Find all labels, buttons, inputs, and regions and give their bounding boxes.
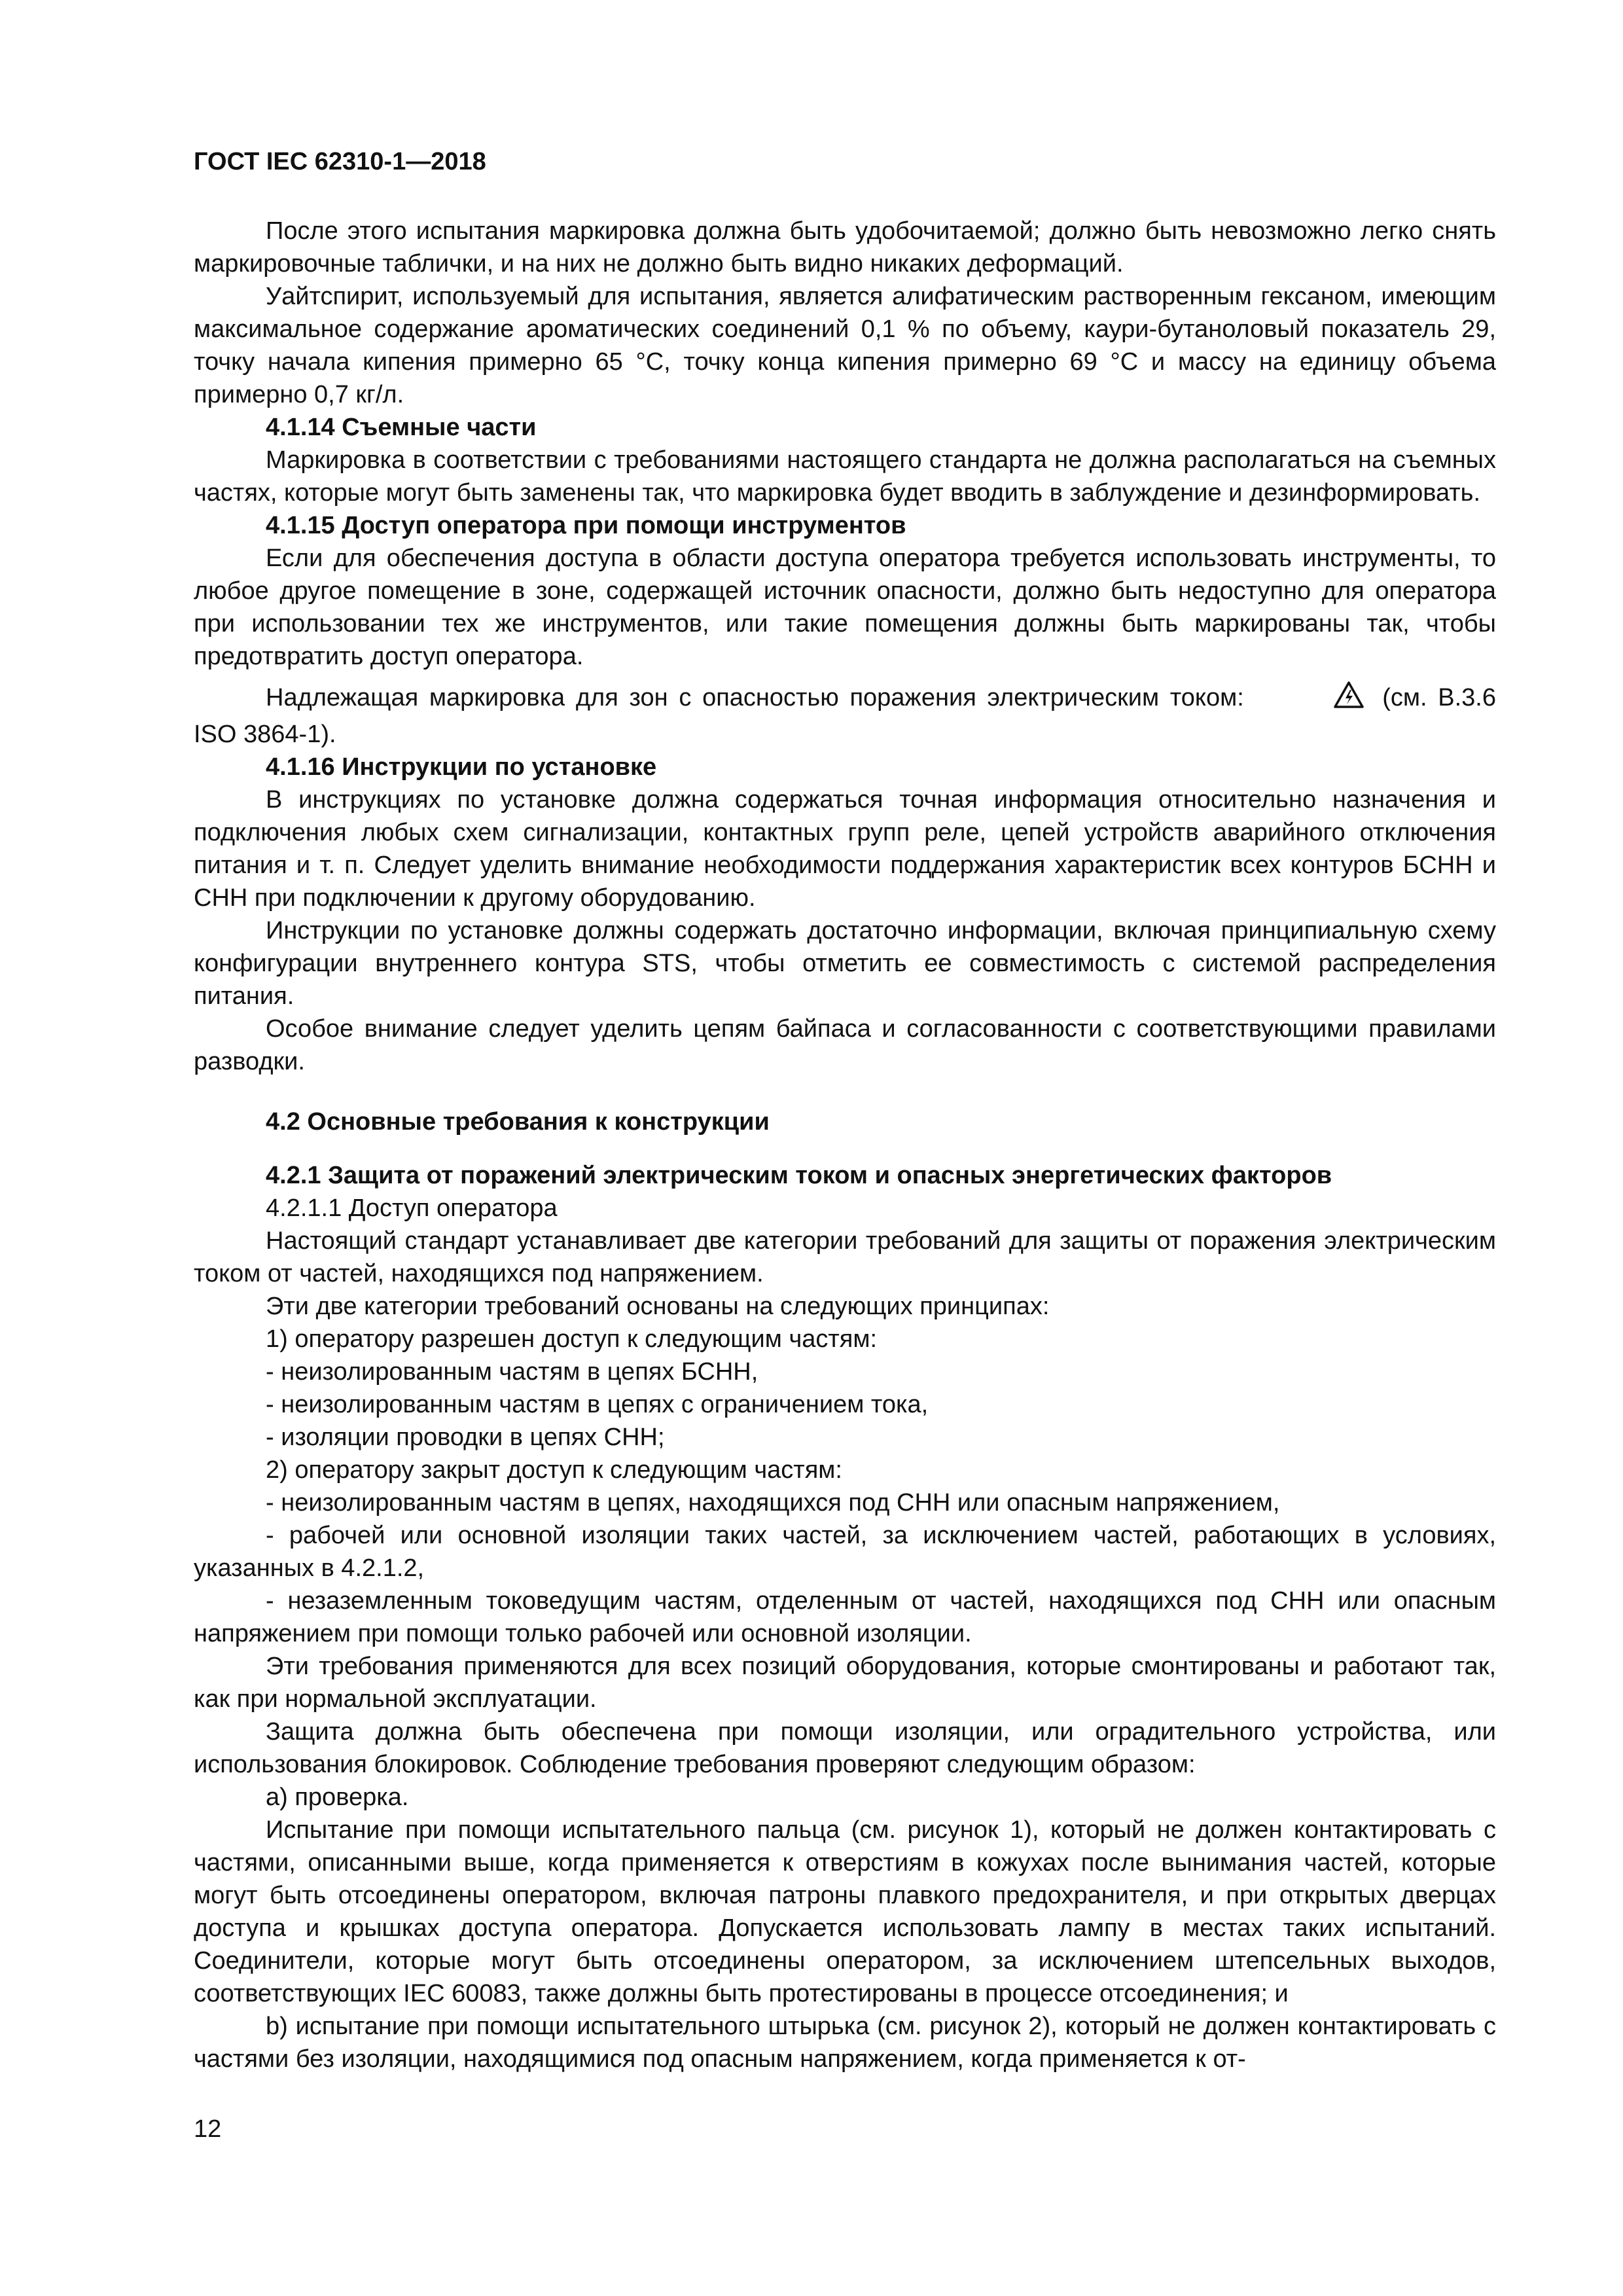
paragraph: Эти две категории требований основаны на следующих принципах: [266,1293,1050,1320]
high-voltage-warning-icon [1261,681,1364,718]
list-item: - неизолированным частям в цепях БСНН, [266,1358,758,1386]
marking-paragraph [194,681,1496,751]
list-item: b) испытание при помощи испытательного штырька (см. рисунок 2), который не должен контактировать с частями без изоляции, находящимися под опасным напряжением, когда применяется к от- [194,2013,1496,2073]
marking-text-after: (см. В.3.6 ISO 3864-1). [194,684,1496,748]
page-content [194,145,1496,2075]
paragraph: В инструкциях по установке должна содержаться точная информация относительно назначения и подключения любых схем сигнализации, контактных групп реле, цепей устройств аварийного отключения питания и т. п. Следует уделить внимание необходимости поддержания характеристик всех контуров БСНН и СНН при подключении к другому оборудованию. [194,786,1496,912]
paragraph: Особое внимание следует уделить цепям байпаса и согласованности с соответствующими правилами разводки. [194,1015,1496,1075]
subsection-heading-4-2-1-1: 4.2.1.1 Доступ оператора [266,1194,558,1222]
section-heading-4-1-14: 4.1.14 Съемные части [266,414,537,441]
paragraph: Уайтспирит, используемый для испытания, является алифатическим растворенным гексаном, имеющим максимальное содержание ароматических соединений 0,1 % по объему, каури-бутаноловый показатель 29, точку начала кипения примерно 65 °С, точку конца кипения примерно 69 °С и массу на единицу объема примерно 0,7 кг/л. [194,283,1496,408]
paragraph: Эти требования применяются для всех позиций оборудования, которые смонтированы и работают так, как при нормальной эксплуатации. [194,1653,1496,1713]
list-item: а) проверка. [266,1784,409,1811]
paragraph: Инструкции по установке должны содержать достаточно информации, включая принципиальную схему конфигурации внутреннего контура STS, чтобы отметить ее совместимость с системой распределения питания. [194,917,1496,1010]
paragraph: Если для обеспечения доступа в области доступа оператора требуется использовать инструменты, то любое другое помещение в зоне, содержащей источник опасности, должно быть недоступно для оператора при использовании тех же инструментов, или такие помещения должны быть маркированы так, чтобы предотвратить доступ оператора. [194,545,1496,670]
page-number: 12 [194,2115,222,2143]
section-heading-4-2: 4.2 Основные требования к конструкции [266,1108,770,1136]
section-heading-4-2-1: 4.2.1 Защита от поражений электрическим током и опасных энергетических факторов [266,1162,1332,1189]
paragraph: Настоящий стандарт устанавливает две категории требований для защиты от поражения электрическим током от частей, находящихся под напряжением. [194,1227,1496,1287]
section-heading-4-1-16: 4.1.16 Инструкции по установке [266,753,657,781]
list-item: - изоляции проводки в цепях СНН; [266,1424,665,1451]
paragraph: После этого испытания маркировка должна быть удобочитаемой; должно быть невозможно легко снять маркировочные таблички, и на них не должно быть видно никаких деформаций. [194,217,1496,278]
list-item: - рабочей или основной изоляции таких частей, за исключением частей, работающих в условиях, указанных в 4.2.1.2, [194,1522,1496,1582]
section-heading-4-1-15: 4.1.15 Доступ оператора при помощи инструментов [266,512,906,539]
paragraph: Маркировка в соответствии с требованиями настоящего стандарта не должна располагаться на съемных частях, которые могут быть заменены так, что маркировка будет вводить в заблуждение и дезинформировать. [194,446,1496,507]
list-item: 1) оператору разрешен доступ к следующим частям: [266,1325,878,1353]
list-item: - неизолированным частям в цепях с ограничением тока, [266,1391,929,1418]
list-item: - неизолированным частям в цепях, находящихся под СНН или опасным напряжением, [266,1489,1280,1516]
marking-text-before: Надлежащая маркировка для зон с опасностью поражения электрическим током: [266,684,1244,711]
list-item: 2) оператору закрыт доступ к следующим частям: [266,1456,842,1484]
list-item: - незаземленным токоведущим частям, отделенным от частей, находящихся под СНН или опасным напряжением при помощи только рабочей или основной изоляции. [194,1587,1496,1647]
document-code-header: ГОСТ IEC 62310-1—2018 [194,148,486,175]
paragraph: Защита должна быть обеспечена при помощи изоляции, или оградительного устройства, или использования блокировок. Соблюдение требования проверяют следующим образом: [194,1718,1496,1778]
paragraph: Испытание при помощи испытательного пальца (см. рисунок 1), который не должен контактировать с частями, описанными выше, когда применяется к отверстиям в кожухах после вынимания частей, которые могут быть отсоединены оператором, включая патроны плавкого предохранителя, и при открытых дверцах доступа и крышках доступа оператора. Допускается использовать лампу в местах таких испытаний. Соединители, которые могут быть отсоединены оператором, за исключением штепсельных выходов, соответствующих IEC 60083, также должны быть протестированы в процессе отсоединения; и [194,1816,1496,2007]
